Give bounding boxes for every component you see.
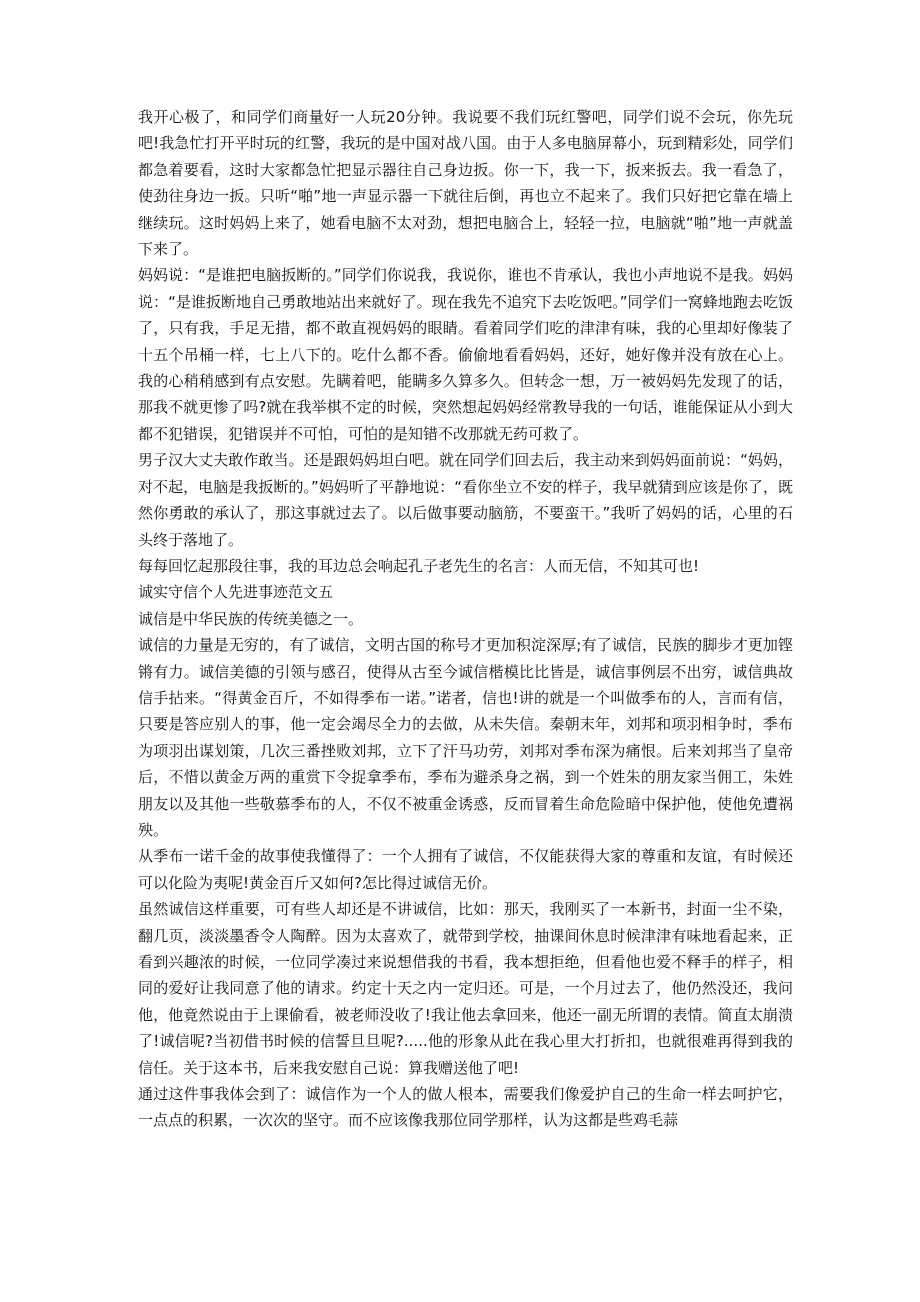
paragraph: 男子汉大丈夫敢作敢当。还是跟妈妈坦白吧。就在同学们回去后，我主动来到妈妈面前说：“妈妈，对不起，电脑是我扳断的。”妈妈听了平静地说：“看你坐立不安的样子，我早就猜到应该是你了，既然你勇敢的承认了，那这事就过去了。以后做事要动脑筋，不要蛮干。”我听了妈妈的话，心里的石头终于落地了。 — [138, 451, 793, 549]
paragraph: 从季布一诺千金的故事使我懂得了：一个人拥有了诚信，不仅能获得大家的尊重和友谊，有时候还可以化险为夷呢!黄金百斤又如何?怎比得过诚信无价。 — [138, 847, 793, 892]
document-body — [138, 104, 793, 1134]
section-title: 诚实守信个人先进事迹范文五 — [138, 583, 334, 602]
paragraph: 虽然诚信这样重要，可有些人却还是不讲诚信，比如：那天，我刚买了一本新书，封面一尘不染，翻几页，淡淡墨香令人陶醉。因为太喜欢了，就带到学校，抽课间休息时候津津有味地看起来，正看到兴趣浓的时候，一位同学凑过来说想借我的书看，我本想拒绝，但看他也爱不释手的样子，相同的爱好让我同意了他的请求。约定十天之内一定归还。可是，一个月过去了，他仍然没还，我问他，他竟然说由于上课偷看，被老师没收了!我让他去拿回来，他还一副无所谓的表情。简直太崩溃了!诚信呢?当初借书时候的信誓旦旦呢?.....他的形象从此在我心里大打折扣，也就很难再得到我的信任。关于这本书，后来我安慰自己说：算我赠送他了吧! — [138, 900, 793, 1077]
paragraph: 通过这件事我体会到了：诚信作为一个人的做人根本，需要我们像爱护自己的生命一样去呵护它，一点点的积累，一次次的坚守。而不应该像我那位同学那样，认为这都是些鸡毛蒜 — [138, 1085, 793, 1130]
paragraph: 诚信的力量是无穷的，有了诚信，文明古国的称号才更加积淀深厚;有了诚信，民族的脚步才更加铿锵有力。诚信美德的引领与感召，使得从古至今诚信楷模比比皆是，诚信事例层不出穷，诚信典故信手拈来。“得黄金百斤，不如得季布一诺。”诺者，信也!讲的就是一个叫做季布的人，言而有信，只要是答应别人的事，他一定会竭尽全力的去做，从未失信。秦朝末年，刘邦和项羽相争时，季布为项羽出谋划策，几次三番挫败刘邦，立下了汗马功劳，刘邦对季布深为痛恨。后来刘邦当了皇帝后，不惜以黄金万两的重赏下令捉拿季布，季布为避杀身之祸，到一个姓朱的朋友家当佣工，朱姓朋友以及其他一些敬慕季布的人，不仅不被重金诱惑，反而冒着生命危险暗中保护他，使他免遭祸殃。 — [138, 636, 793, 839]
paragraph: 我开心极了，和同学们商量好一人玩20分钟。我说要不我们玩红警吧，同学们说不会玩，你先玩吧!我急忙打开平时玩的红警，我玩的是中国对战八国。由于人多电脑屏幕小，玩到精彩处，同学们都急着要看，这时大家都急忙把显示器往自己身边扳。你一下，我一下，扳来扳去。我一看急了，使劲往身边一扳。只听“啪”地一声显示器一下就往后倒，再也立不起来了。我们只好把它靠在墙上继续玩。这时妈妈上来了，她看电脑不太对劲，想把电脑合上，轻轻一拉，电脑就“啪”地一声就盖下来了。 — [138, 108, 793, 259]
paragraph: 妈妈说：“是谁把电脑扳断的。”同学们你说我，我说你，谁也不肯承认，我也小声地说不是我。妈妈说：“是谁扳断地自己勇敢地站出来就好了。现在我先不追究下去吃饭吧。”同学们一窝蜂地跑去吃饭了，只有我，手足无措，都不敢直视妈妈的眼睛。看着同学们吃的津津有味，我的心里却好像装了十五个吊桶一样，七上八下的。吃什么都不香。偷偷地看看妈妈，还好，她好像并没有放在心上。我的心稍稍感到有点安慰。先瞒着吧，能瞒多久算多久。但转念一想，万一被妈妈先发现了的话，那我不就更惨了吗?就在我举棋不定的时候，突然想起妈妈经常教导我的一句话，谁能保证从小到大都不犯错误，犯错误并不可怕，可怕的是知错不改那就无药可救了。 — [138, 266, 793, 443]
paragraph: 诚信是中华民族的传统美德之一。 — [138, 609, 364, 628]
paragraph: 每每回忆起那段往事，我的耳边总会响起孔子老先生的名言：人而无信，不知其可也! — [138, 556, 700, 575]
